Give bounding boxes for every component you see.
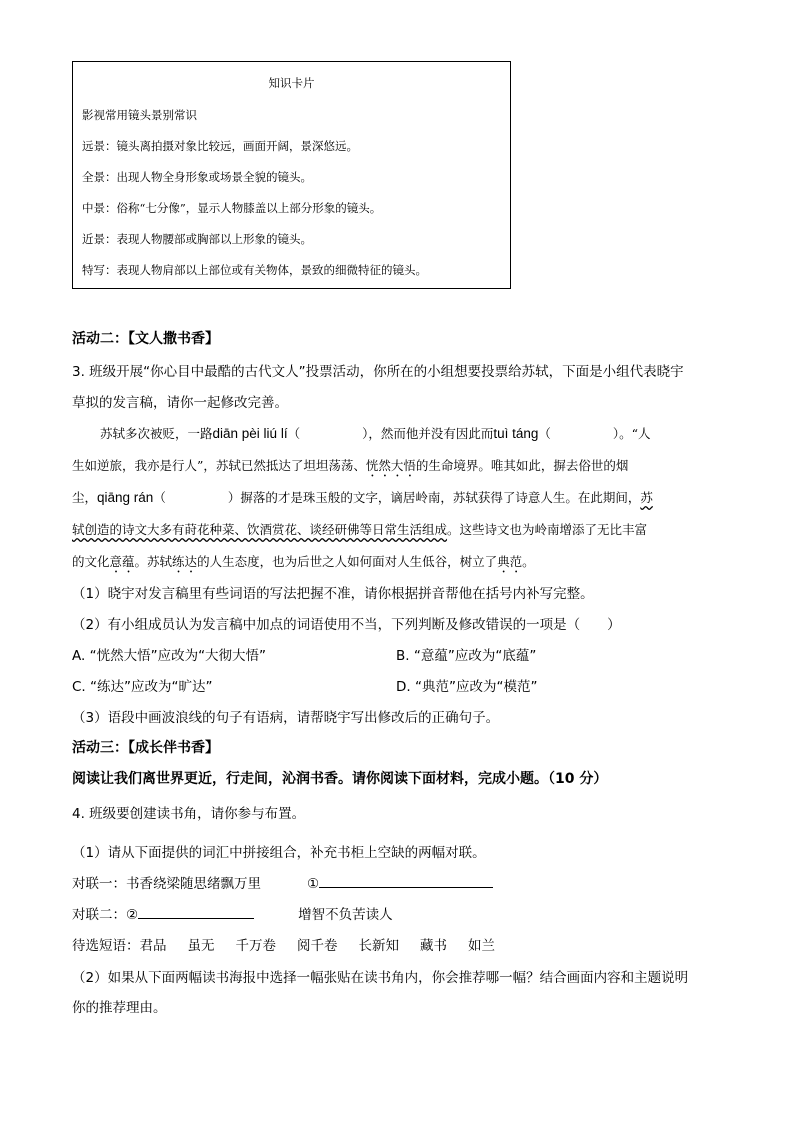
passage-text: 。 (522, 554, 535, 569)
passage-text: 的文化 (72, 554, 110, 569)
couplet-two-right: 增智不负苦读人 (298, 907, 393, 923)
couplet-two (72, 903, 393, 923)
dotted-word-dianfan: 典范 (497, 554, 523, 569)
passage-text: ）摒落的才是珠玉般的文字，谪居岭南，苏轼获得了诗意人生。在此期间， (227, 490, 641, 505)
passage-text: 尘， (72, 490, 98, 505)
card-line-closeup: 特写：表现人物肩部以上部位或有关物体，景致的细微特征的镜头。 (82, 263, 427, 277)
activity-three-heading: 活动三：【成长伴书香】 (72, 740, 219, 756)
question-4-sub2-line1: （2）如果从下面两幅读书海报中选择一幅张贴在读书角内，你会推荐哪一幅？结合画面内容和主题说明 (72, 970, 689, 986)
couplet-one-label: 对联一：书香绕梁随思绪飘万里 (72, 876, 261, 892)
word-choice: 君品 (139, 938, 167, 954)
question-4-sub1: （1）请从下面提供的词汇中拼接组合，补充书柜上空缺的两幅对联。 (72, 845, 486, 861)
passage-line-4 (72, 520, 647, 538)
passage-line-5 (72, 552, 535, 576)
question-4: 4. 班级要创建读书角，请你参与布置。 (72, 806, 306, 822)
word-choice: 藏书 (420, 938, 447, 954)
word-choices (72, 934, 495, 954)
bracket-open: （ (153, 490, 166, 505)
passage-text: 。这些诗文也为岭南增添了无比丰富 (447, 522, 648, 537)
word-choice: 千万卷 (235, 938, 276, 954)
dotted-word-lianda: 练达 (172, 554, 198, 569)
couplet-two-label: 对联二：② (72, 907, 139, 923)
question-4-sub2-line2: 你的推荐理由。 (72, 1000, 167, 1016)
card-subtitle: 影视常用镜头景别常识 (82, 108, 197, 122)
couplet-two-answer-blank[interactable] (138, 906, 254, 919)
passage-text: 的人生态度，也为后世之人如何面对人生低谷，树立了 (197, 554, 498, 569)
wavy-sentence: 轼创造的诗文大多有莳花种菜、饮酒赏花、谈经研佛等日常生活组成 (72, 522, 448, 537)
passage-text: 。苏轼 (134, 554, 173, 569)
passage-line-3 (72, 488, 653, 506)
option-c[interactable]: C. “练达”应改为“旷达” (72, 679, 213, 695)
card-title: 知识卡片 (268, 76, 315, 90)
passage-line-2 (72, 456, 628, 480)
word-choice: 如兰 (468, 938, 495, 954)
passage-text: ）。“人 (612, 426, 651, 441)
word-choices-label: 待选短语： (72, 938, 140, 954)
option-a[interactable]: A. “恍然大悟”应改为“大彻大悟” (72, 648, 267, 664)
card-line-medium-shot: 中景：俗称“七分像”，显示人物膝盖以上部分形象的镜头。 (82, 201, 382, 215)
question-3-line2: 草拟的发言稿，请你一起修改完善。 (72, 395, 288, 411)
passage-text: 生如逆旅，我亦是行人”，苏轼已然抵达了坦坦荡荡、 (72, 458, 366, 473)
couplet-one-answer-blank[interactable] (319, 875, 493, 888)
card-line-long-shot: 远景：镜头离拍摄对象比较远，画面开阔，景深悠远。 (82, 139, 358, 153)
passage-text: 的生命境界。唯其如此，摒去俗世的烟 (415, 458, 629, 473)
passage-line-1 (100, 424, 651, 442)
dotted-word-yiyun: 意蕴 (109, 554, 135, 569)
pinyin-qiangran: qiāng rán (97, 490, 154, 505)
question-3-sub1: （1）晓宇对发言稿里有些词语的写法把握不准，请你根据拼音帮他在括号内补写完整。 (72, 586, 594, 602)
knowledge-card (72, 61, 511, 289)
option-b[interactable]: B. “意蕴”应改为“底蕴” (396, 648, 537, 664)
option-d[interactable]: D. “典范”应改为“模范” (396, 679, 538, 695)
couplet-one (72, 872, 493, 892)
card-line-close-shot: 近景：表现人物腰部或胸部以上形象的镜头。 (82, 232, 312, 246)
question-3-sub2: （2）有小组成员认为发言稿中加点的词语使用不当，下列判断及修改错误的一项是（ ） (72, 617, 621, 633)
word-choice: 虽无 (187, 938, 215, 954)
dotted-word-huangrandawu: 恍然大悟 (365, 458, 416, 473)
bracket-open: （ (538, 426, 551, 441)
word-choice: 阅千卷 (297, 938, 338, 954)
activity-two-heading: 活动二：【文人撒书香】 (72, 331, 219, 347)
passage-text: 苏轼多次被贬，一路 (100, 426, 213, 441)
couplet-one-marker: ① (307, 876, 320, 892)
activity-three-intro: 阅读让我们离世界更近，行走间，沁润书香。请你阅读下面材料，完成小题。（10 分） (72, 771, 608, 787)
question-3-sub3: （3）语段中画波浪线的句子有语病，请帮晓宇写出修改后的正确句子。 (72, 710, 500, 726)
pinyin-tuitang: tuì táng (493, 426, 539, 441)
card-line-full-shot: 全景：出现人物全身形象或场景全貌的镜头。 (82, 170, 312, 184)
bracket-open: （ (287, 426, 301, 441)
pinyin-dianpeiliuli: diān pèi liú lí (212, 426, 288, 441)
wavy-sentence-start: 苏 (640, 490, 653, 505)
passage-text: ），然而他并没有因此而 (362, 426, 494, 441)
word-choice: 长新知 (358, 938, 399, 954)
question-3-line1: 3. 班级开展“你心目中最酷的古代文人”投票活动，你所在的小组想要投票给苏轼，下面是小组代表晓宇 (72, 364, 684, 380)
